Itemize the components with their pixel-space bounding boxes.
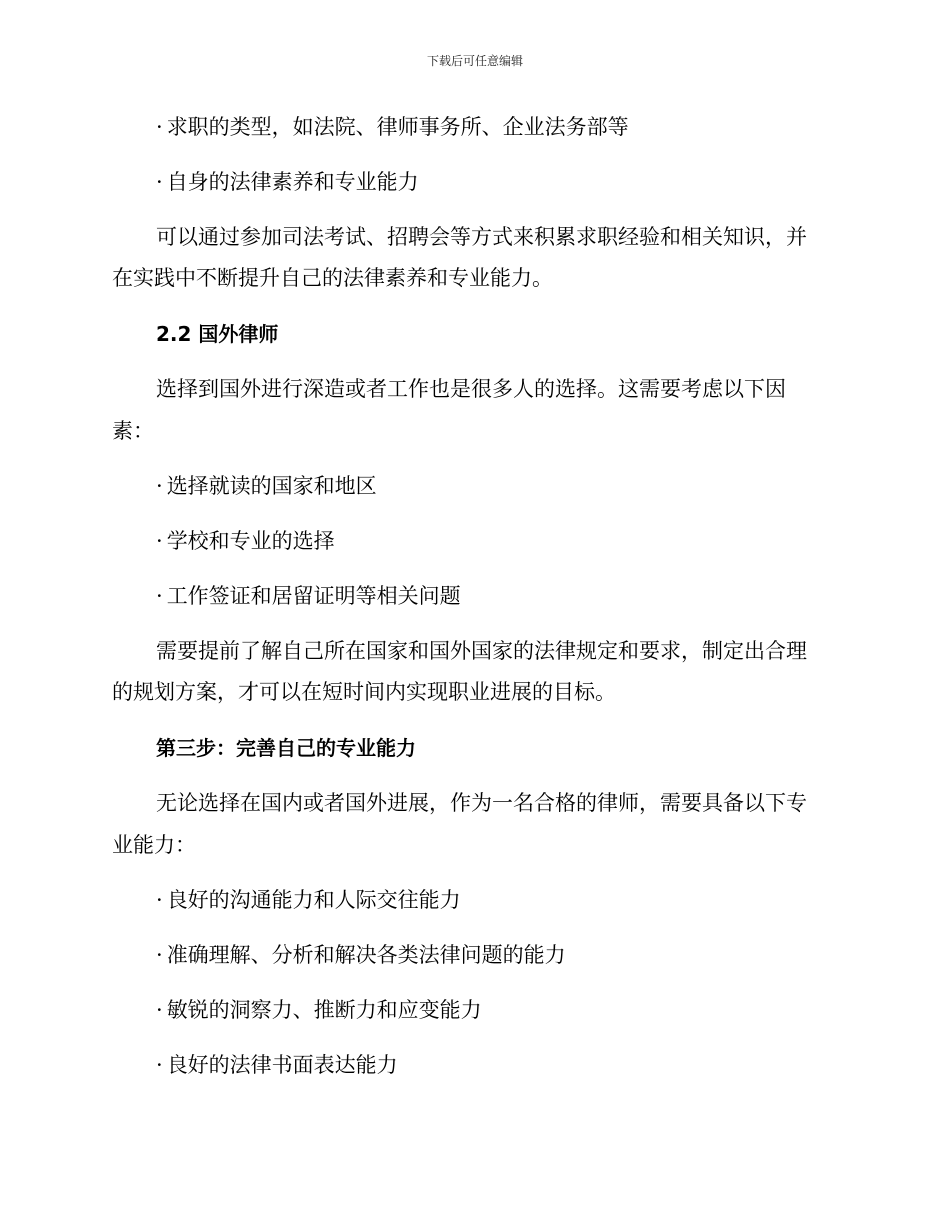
bullet-item: [156, 886, 461, 914]
bullet-item: [156, 996, 482, 1024]
bullet-item: [156, 941, 566, 969]
bullet-dot: ·: [156, 943, 163, 967]
bullet-dot: ·: [156, 474, 163, 498]
bullet-text: 自身的法律素养和专业能力: [166, 170, 419, 194]
bullet-dot: ·: [156, 1053, 163, 1077]
paragraph-line: 的规划方案，才可以在短时间内实现职业进展的目标。: [112, 680, 616, 704]
bullet-dot: ·: [156, 170, 163, 194]
bullet-dot: ·: [156, 998, 163, 1022]
paragraph-line: 可以通过参加司法考试、招聘会等方式来积累求职经验和相关知识，并: [156, 225, 807, 249]
bullet-text: 良好的沟通能力和人际交往能力: [166, 888, 461, 912]
paragraph-line: 选择到国外进行深造或者工作也是很多人的选择。这需要考虑以下因: [156, 377, 786, 401]
bullet-item: [156, 1051, 398, 1079]
bullet-dot: ·: [156, 115, 163, 139]
bullet-text: 学校和专业的选择: [166, 529, 335, 553]
section-heading: 2.2 国外律师: [156, 322, 279, 346]
bullet-text: 选择就读的国家和地区: [166, 474, 377, 498]
bullet-dot: ·: [156, 584, 163, 608]
bullet-dot: ·: [156, 529, 163, 553]
page-header: 下载后可任意编辑: [426, 54, 523, 68]
bullet-text: 求职的类型，如法院、律师事务所、企业法务部等: [166, 115, 629, 139]
paragraph-line: 无论选择在国内或者国外进展，作为一名合格的律师，需要具备以下专: [156, 791, 807, 815]
paragraph-line: 需要提前了解自己所在国家和国外国家的法律规定和要求，制定出合理: [156, 639, 807, 663]
bullet-item: [156, 582, 461, 610]
bullet-text: 敏锐的洞察力、推断力和应变能力: [166, 998, 482, 1022]
bullet-text: 良好的法律书面表达能力: [166, 1053, 398, 1077]
bullet-item: [156, 472, 377, 500]
paragraph-line: 业能力：: [112, 833, 196, 857]
bullet-item: [156, 113, 629, 141]
bullet-dot: ·: [156, 888, 163, 912]
bullet-item: [156, 527, 335, 555]
paragraph-line: 在实践中不断提升自己的法律素养和专业能力。: [112, 266, 553, 290]
section-heading: 第三步：完善自己的专业能力: [156, 736, 416, 760]
paragraph-line: 素：: [112, 419, 154, 443]
bullet-text: 准确理解、分析和解决各类法律问题的能力: [166, 943, 566, 967]
bullet-item: [156, 168, 419, 196]
bullet-text: 工作签证和居留证明等相关问题: [166, 584, 461, 608]
